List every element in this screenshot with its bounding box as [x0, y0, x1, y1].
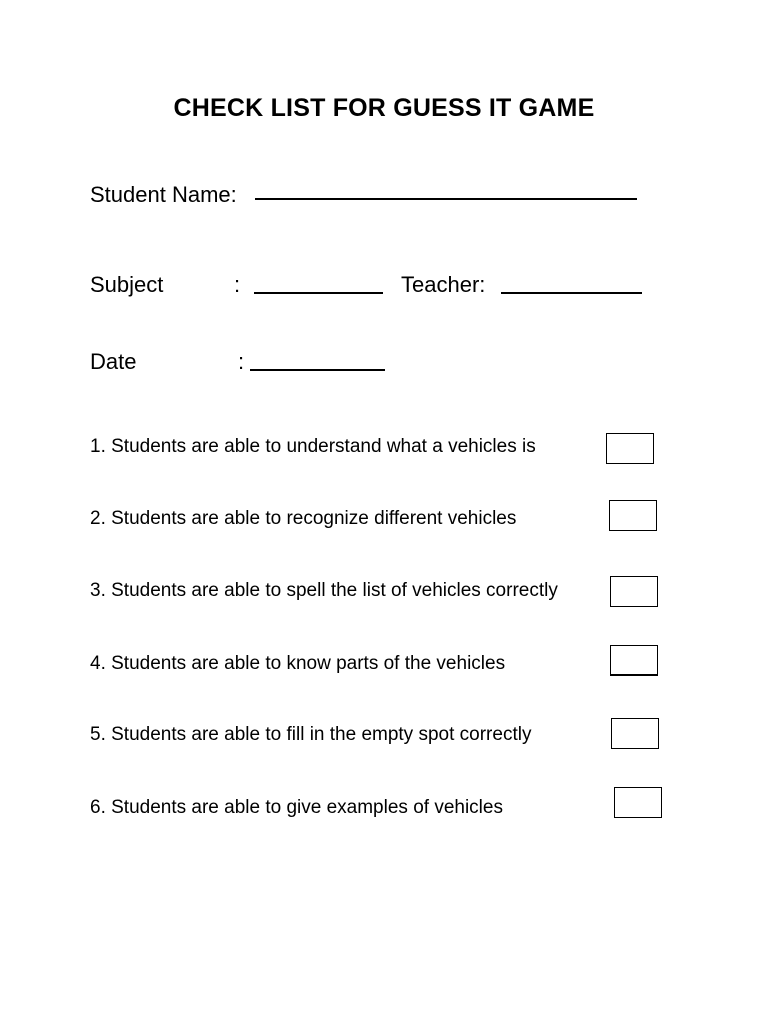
- subject-label: Subject: [90, 272, 164, 297]
- checklist-item-5: 5. Students are able to fill in the empty spot correctly: [90, 724, 532, 745]
- checklist-item-3: 3. Students are able to spell the list of vehicles correctly: [90, 580, 558, 601]
- checklist-item-1: 1. Students are able to understand what a vehicles is: [90, 436, 536, 457]
- date-field[interactable]: [250, 369, 385, 371]
- student-name-label: Student Name:: [90, 182, 237, 207]
- checklist-checkbox-2[interactable]: [609, 500, 657, 531]
- date-label: Date: [90, 349, 137, 374]
- checklist-item-2: 2. Students are able to recognize different vehicles: [90, 508, 517, 529]
- student-name-field[interactable]: [255, 198, 637, 200]
- subject-colon: :: [234, 272, 241, 297]
- teacher-field[interactable]: [501, 292, 642, 294]
- checklist-checkbox-3[interactable]: [610, 576, 658, 607]
- date-colon: :: [238, 349, 245, 374]
- checklist-checkbox-5[interactable]: [611, 718, 659, 749]
- checklist-item-6: 6. Students are able to give examples of vehicles: [90, 797, 503, 818]
- checklist-checkbox-6[interactable]: [614, 787, 662, 818]
- checklist-checkbox-4[interactable]: [610, 645, 658, 676]
- page-title: CHECK LIST FOR GUESS IT GAME: [173, 94, 595, 122]
- checklist-item-4: 4. Students are able to know parts of the vehicles: [90, 653, 506, 674]
- subject-field[interactable]: [254, 292, 383, 294]
- checklist-checkbox-1[interactable]: [606, 433, 654, 464]
- teacher-label: Teacher:: [401, 272, 486, 297]
